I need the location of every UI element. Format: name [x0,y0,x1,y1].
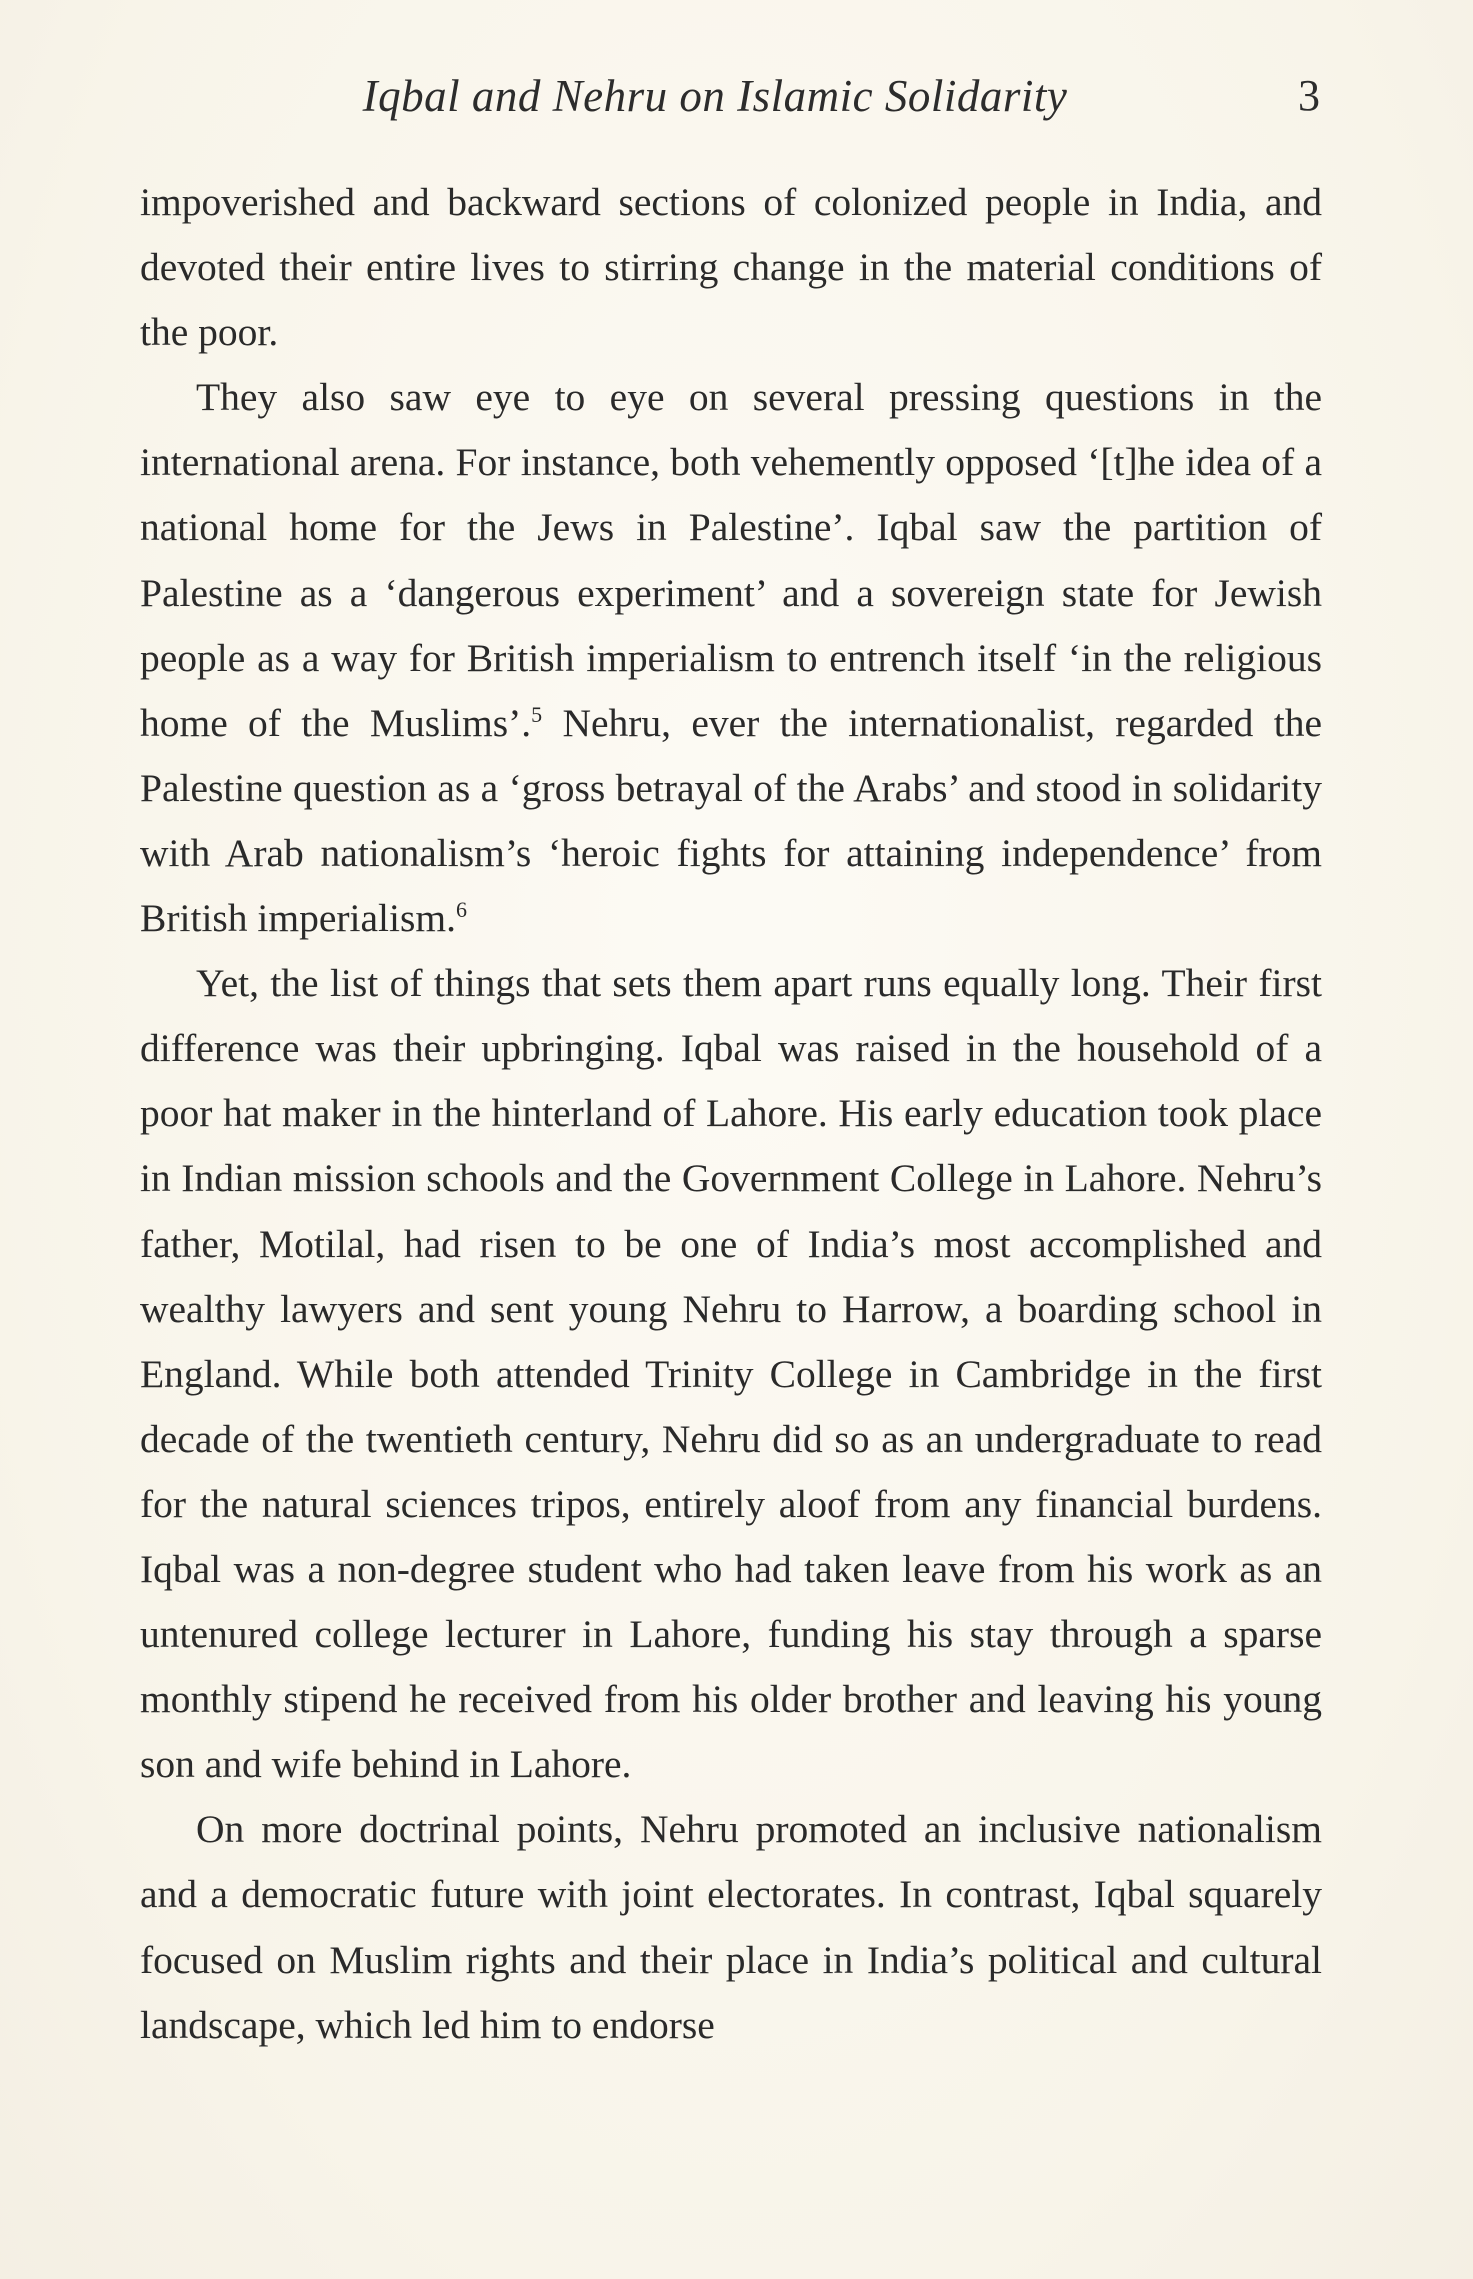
footnote-marker-5: 5 [531,701,543,727]
page-number: 3 [1298,71,1320,120]
paragraph-3: Yet, the list of things that sets them apart runs equally long. Their first difference was their upbringing. Iqbal was raised in the household of a poor hat maker in the hinterland of Lahore. His early education took place in Indian mission schools and the Government College in Lahore. Nehru’s father, Motilal, had risen to be one of India’s most accomplished and wealthy lawyers and sent young Nehru to Harrow, a boarding school in England. While both attended Trinity College in Cambridge in the first decade of the twentieth century, Nehru did so as an undergraduate to read for the natural sciences tripos, entirely aloof from any financial burdens. Iqbal was a non-degree student who had taken leave from his work as an untenured college lecturer in Lahore, funding his stay through a sparse monthly stipend he received from his older brother and leaving his young son and wife behind in Lahore. [140,961,1322,1787]
body-text [140,170,1322,2058]
footnote-marker-6: 6 [455,896,467,922]
running-title: Iqbal and Nehru on Islamic Solidarity [362,71,1068,121]
paragraph-1: impoverished and backward sections of colonized people in India, and devoted their entire lives to stirring change in the material conditions of the poor. [140,180,1322,355]
page-header [140,70,1320,130]
paragraph-2-part-a: They also saw eye to eye on several pressing questions in the international arena. For instance, both vehemently opposed ‘[t]he idea of a national home for the Jews in Palestine’. Iqbal saw the partition of Palestine as a ‘dangerous experiment’ and a sovereign state for Jewish people as a way for British imperialism to entrench itself ‘in the religious home of the Muslims’. [140,375,1322,745]
paragraph-2-part-b: Nehru, ever the internationalist, regarded the Palestine question as a ‘gross betrayal of the Arabs’ and stood in solidarity with Arab nationalism’s ‘heroic fights for attaining independence’ from British imperialism. [140,700,1322,941]
paragraph-4: On more doctrinal points, Nehru promoted an inclusive nationalism and a democratic future with joint electorates. In contrast, Iqbal squarely focused on Muslim rights and their place in India’s political and cultural landscape, which led him to endorse [140,1807,1322,2047]
paragraph-2 [140,365,1322,951]
